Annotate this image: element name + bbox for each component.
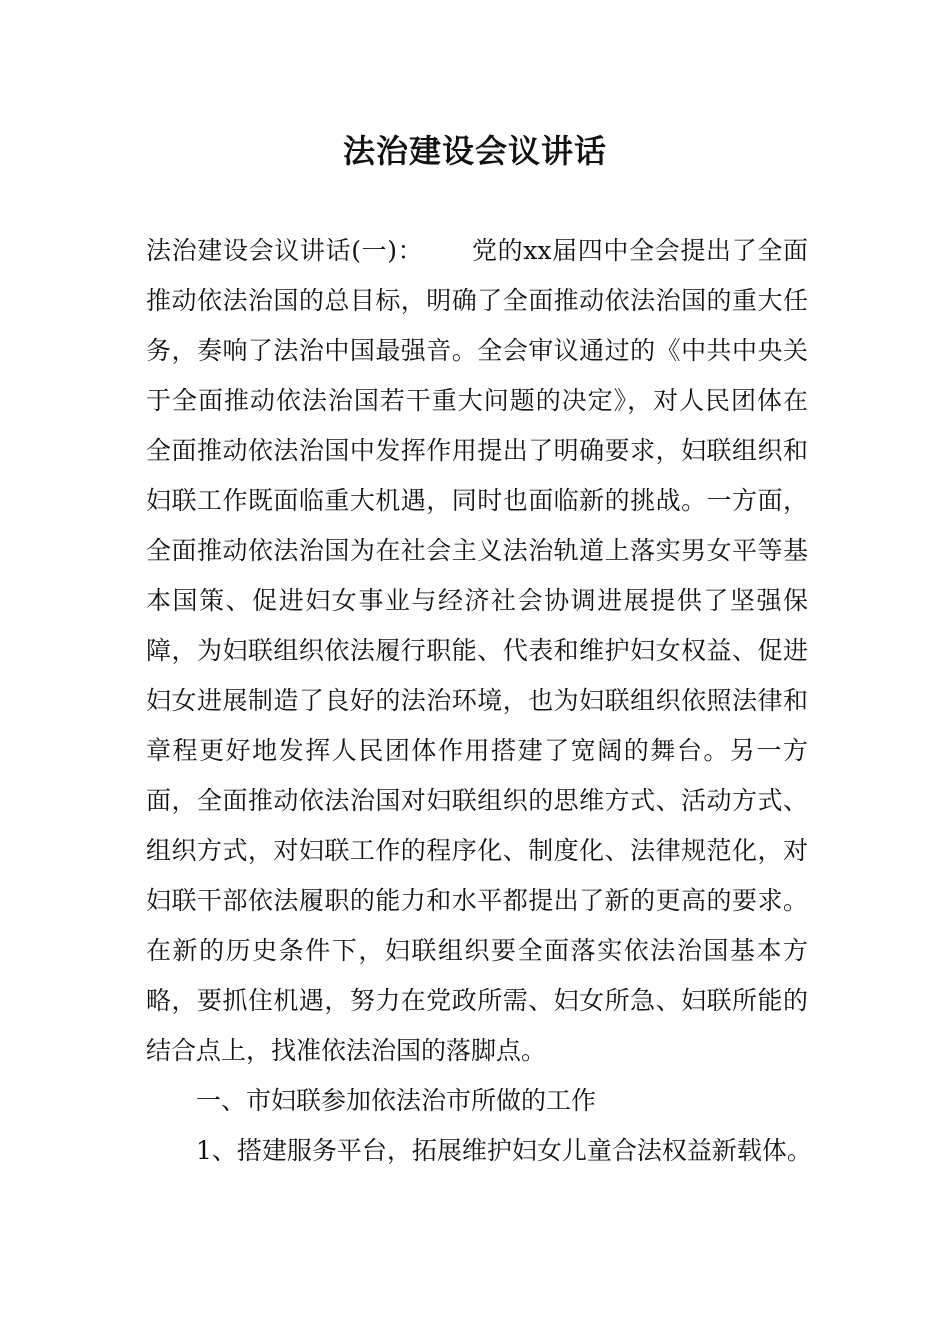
document-title: 法治建设会议讲话	[342, 132, 607, 170]
paragraph-intro	[146, 226, 808, 1076]
list-item: 1、搭建服务平台，拓展维护妇女儿童合法权益新载体。	[196, 1136, 812, 1165]
lead-label: 法治建设会议讲话(一)：	[146, 236, 424, 265]
document-body	[146, 226, 812, 1176]
paragraph-intro-text: 党的xx届四中全会提出了全面推动依法治国的总目标，明确了全面推动依法治国的重大任务，奏响了法治中国最强音。全会审议通过的《中共中央关于全面推动依法治国若干重大问题的决定》，对人民团体在全面推动依法治国中发挥作用提出了明确要求，妇联组织和妇联工作既面临重大机遇，同时也面临新的挑战。一方面，全面推动依法治国为在社会主义法治轨道上落实男女平等基本国策、促进妇女事业与经济社会协调进展提供了坚强保障，为妇联组织依法履行职能、代表和维护妇女权益、促进妇女进展制造了良好的法治环境，也为妇联组织依照法律和章程更好地发挥人民团体作用搭建了宽阔的舞台。另一方面，全面推动依法治国对妇联组织的思维方式、活动方式、组织方式，对妇联工作的程序化、制度化、法律规范化，对妇联干部依法履职的能力和水平都提出了新的更高的要求。在新的历史条件下，妇联组织要全面落实依法治国基本方略，要抓住机遇，努力在党政所需、妇女所急、妇联所能的结合点上，找准依法治国的落脚点。	[146, 236, 808, 1065]
section-heading: 一、市妇联参加依法治市所做的工作	[196, 1086, 597, 1115]
